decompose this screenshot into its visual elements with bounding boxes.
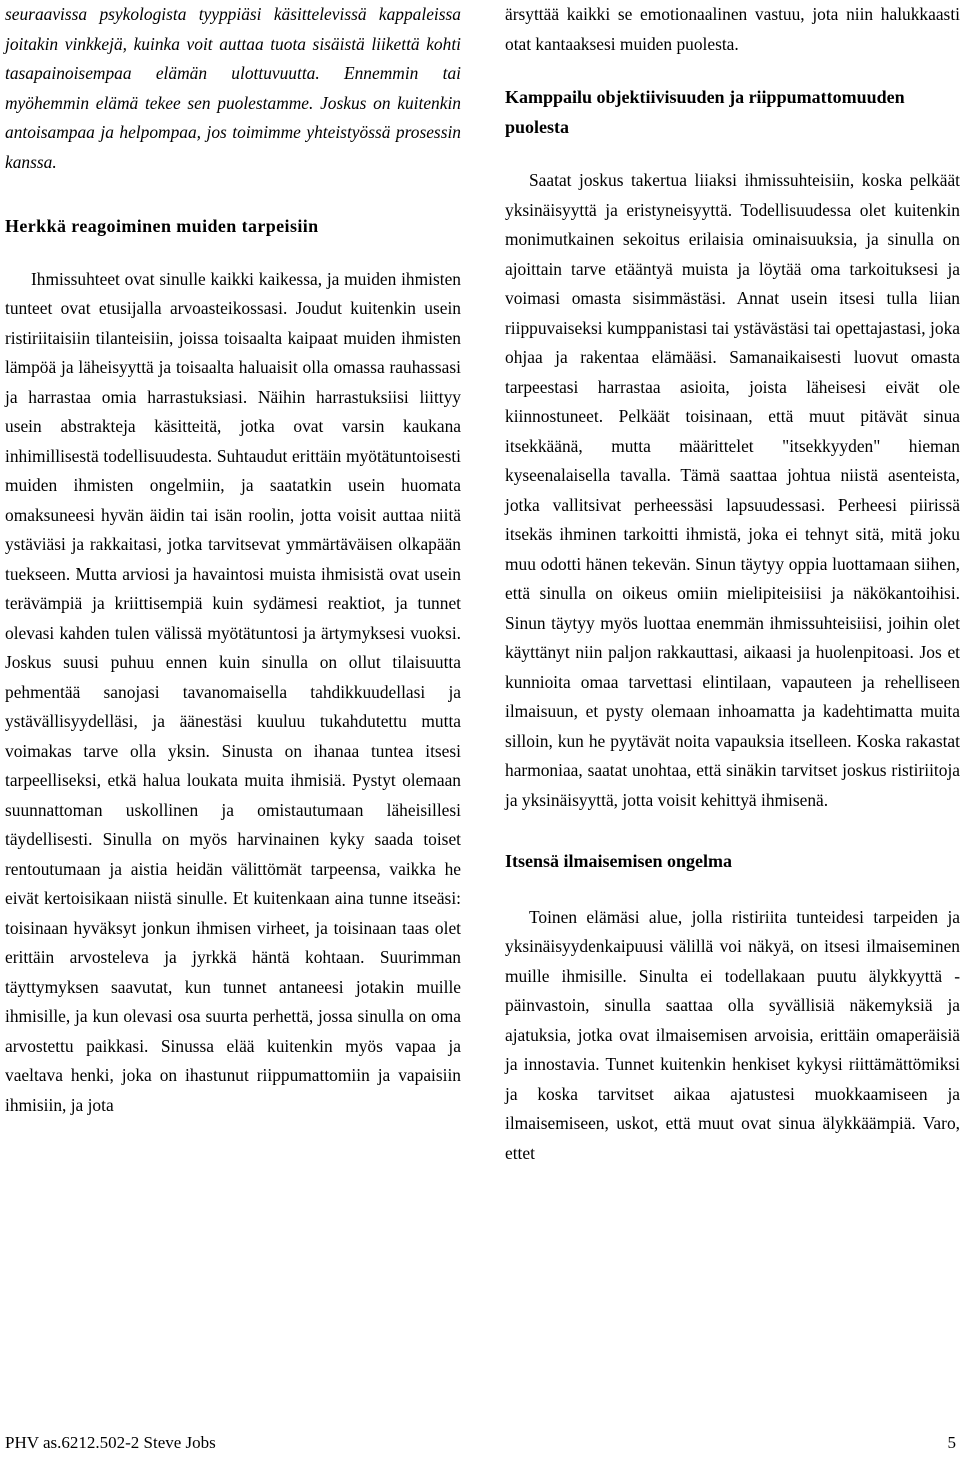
section-heading-sensitive-response: Herkkä reagoiminen muiden tarpeisiin <box>5 216 319 236</box>
intro-paragraph: seuraavissa psykologista tyyppiäsi käsittelevissä kappaleissa joitakin vinkkejä, kuinka voit auttaa tuota sisäistä liikettä kohti tasapainoisempaa elämän ulottuvuutta. Ennemmin tai myöhemmin elämä tekee sen puolestamme. Joskus on kuitenkin antoisampaa ja helpompaa, jos toimimme yhteistyössä prosessin kanssa. <box>5 4 461 172</box>
continuation-paragraph: ärsyttää kaikki se emotionaalinen vastuu, jota niin halukkaasti otat kantaaksesi muiden puolesta. <box>505 4 960 54</box>
section-heading-objectivity: Kamppailu objektiivisuuden ja riippumattomuuden puolesta <box>505 87 905 137</box>
body-paragraph-self-expression: Toinen elämäsi alue, jolla ristiriita tunteidesi tarpeiden ja yksinäisyydenkaipuusi välillä voi näkyä, on itsesi ilmaiseminen muille ihmisille. Sinulta ei todellakaan puutu älykkyyttä - päinvastoin, sinulla saattaa olla syvällisiä näkemyksiä ja ajatuksia, jotka ovat ilmaisemisen arvoisia, erittäin omaperäisiä ja innostavia. Tunnet kuitenkin henkiset kykysi riittämättömiksi ja koska tarvitset aikaa ajatustesi muokkaamiseen ja ilmaisemiseen, uskot, että muut ovat sinua älykkäämpiä. Varo, ettet <box>505 906 960 1163</box>
body-paragraph-sensitive-response: Ihmissuhteet ovat sinulle kaikki kaikessa, ja muiden ihmisten tunteet ovat etusijalla arvoasteikossasi. Joudut kuitenkin usein ristiriitaisiin tilanteisiin, joissa toisaalta kaipaat muiden ihmisten lämpöä ja läheisyyttä ja toisaalta haluaisit olla omassa rauhassasi ja harrastaa omia harrastuksiasi. Näihin harrastuksiisi liittyy usein abstrakteja käsitteitä, jotka ovat varsin kaukana inhimillisestä todellisuudesta. Suhtaudut erittäin myötätuntoisesti muiden ihmisten ongelmiin, ja saatatkin usein huomata omaksuneesi hyvän äidin tai isän roolin, jotta voisit auttaa niitä ystäviäsi ja rakkaitasi, jotka tarvitsevat ymmärtäväisen olkapään tuekseen. Mutta arviosi ja havaintosi muista ihmisistä ovat usein terävämpiä ja kriittisempiä kuin sydämesi reaktiot, ja tunnet olevasi kahden tulen välissä myötätuntosi ja ärtymyksesi vuoksi. Joskus suusi puhuu ennen kuin sinulla on ollut tilaisuutta pehmentää sanojasi tavanomaisella tahdikkuudellasi ja ystävällisyydelläsi, ja äänestäsi kuuluu tukahdutettu mutta voimakas tarve olla yksin. Sinusta on ihanaa tuntea itsesi tarpeelliseksi, etkä halua loukata muita ihmisiä. Pystyt olemaan suunnattoman uskollinen ja omistautumaan läheisillesi täydellisesti. Sinulla on myös harvinainen kyky saada toiset rentoutumaan ja aistia heidän välittömät tarpeensa, vaikka he eivät kertoisikaan niistä sinulle. Et kuitenkaan aina tunne itseäsi: toisinaan hyväksyt jonkun ihmisen virheet, ja toisinaan taas olet erittäin arvosteleva ja jyrkkä häntä kohtaan. Suurimman täyttymyksen saavutat, kun tunnet antaneesi jotakin muille ihmisille, ja kun olevasi osa suurta perhettä, jossa sinulla on oma arvostettu paikkasi. Sinussa elää kuitenkin myös vapaa ja vaeltava henki, joka on ihastunut riippumattomiin ja vapaisiin ihmisiin, ja jota <box>5 268 461 1115</box>
footer-document-id: PHV as.6212.502-2 Steve Jobs <box>5 1433 216 1452</box>
right-column <box>505 0 960 1168</box>
page-number: 5 <box>947 1433 956 1452</box>
body-paragraph-objectivity: Saatat joskus takertua liiaksi ihmissuhteisiin, koska pelkäät yksinäisyyttä ja eristyneisyyttä. Todellisuudessa olet kuitenkin monimutkainen sekoitus erilaisia ominaisuuksia, ja sinulla on ajoittain tarve etääntyä muista ja löytää oma tarkoituksesi ja voimasi omasta sisimmästäsi. Annat usein itsesi tulla liian riippuvaiseksi kumppanistasi tai ystävästäsi tai opettajastasi, joka ohjaa ja rakentaa elämääsi. Samanaikaisesti luovut omasta tarpeestasi harrastaa asioita, joista läheisesi eivät ole kiinnostuneet. Pelkäät toisinaan, että muut pitävät sinua itsekkäänä, mutta määrittelet "itsekkyyden" hieman kyseenalaisella tavalla. Tämä saattaa johtua niistä asenteista, jotka vallitsivat perheessäsi lapsuudessasi. Perheesi piirissä itsekäs ihminen tarkoitti ihmistä, joka ei tehnyt sitä, mitä joku muu odotti hänen tekevän. Sinun täytyy oppia luottamaan siihen, että sinulla on oikeus omiin mielipiteisiisi ja näkökantoihisi. Sinun täytyy myös luottaa enemmän ihmissuhteisiisi, joihin olet käyttänyt niin paljon rakkauttasi, aikaasi ja huolenpitoasi. Jos et kunnioita omaa tarvettasi elintilaan, vapauteen ja rehelliseen ilmaisuun, et pysty olemaan inhoamatta ja kadehtimatta muita silloin, kun he pyytävät noita vapauksia itselleen. Koska rakastat harmoniaa, saatat unohtaa, että sinäkin tarvitset joskus ristiriitoja ja yksinäisyyttä, jotta voisit kehittyä ihmisenä. <box>505 170 960 810</box>
left-column <box>5 0 461 1120</box>
page-footer <box>5 1431 960 1455</box>
section-heading-self-expression: Itsensä ilmaisemisen ongelma <box>505 851 732 871</box>
